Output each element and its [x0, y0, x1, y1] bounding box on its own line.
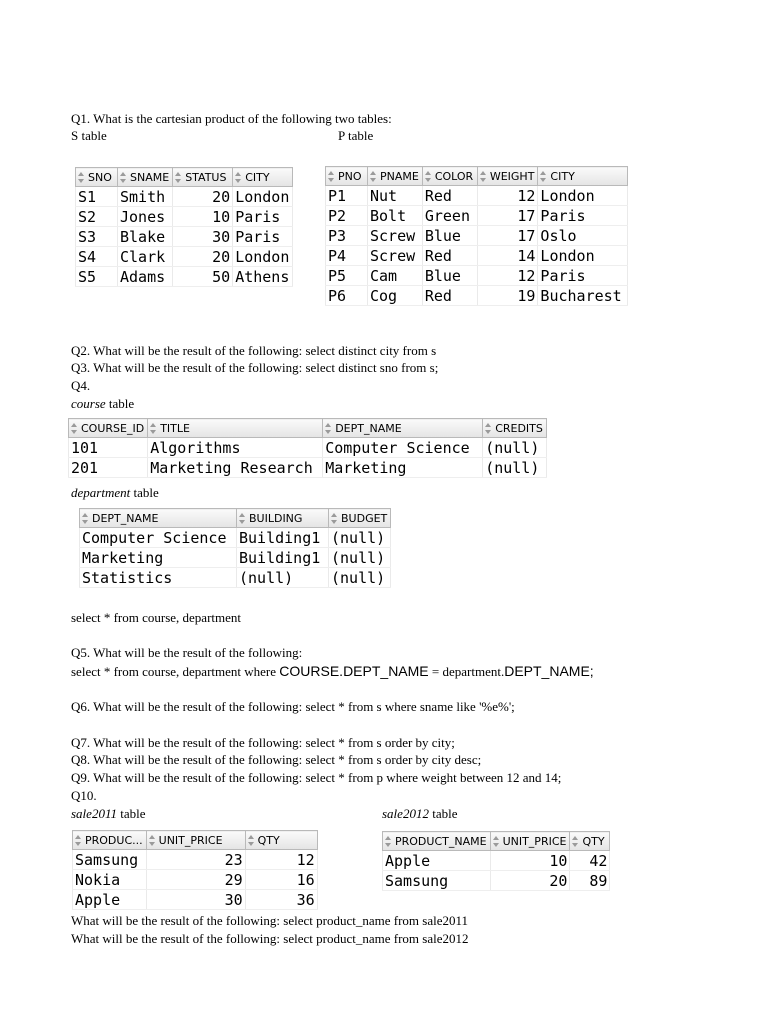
table-row	[69, 438, 547, 458]
s-table	[75, 167, 293, 287]
q5-query: select * from course, department where COURSE.DEPT_NAME = department.DEPT_NAME;	[71, 663, 594, 679]
sort-icon	[175, 172, 182, 183]
sort-icon	[82, 513, 89, 524]
column-header[interactable]: DEPT_NAME	[80, 509, 237, 528]
table-row	[80, 568, 391, 588]
cell: 20	[173, 247, 233, 267]
table-row	[76, 207, 293, 227]
column-header[interactable]: PRODUC...	[73, 831, 147, 850]
q1-text: Q1. What is the cartesian product of the following two tables:	[71, 111, 392, 126]
sort-icon	[480, 171, 487, 182]
cell: S3	[76, 227, 118, 247]
sort-icon	[75, 835, 82, 846]
sort-icon	[425, 171, 432, 182]
q2-text: Q2. What will be the result of the following: select distinct city from s	[71, 343, 437, 358]
cell: 19	[477, 286, 538, 306]
cell: 20	[490, 871, 570, 891]
q10-question-a: What will be the result of the following: select product_name from sale2011	[71, 913, 468, 928]
cell: 14	[477, 246, 538, 266]
table-row	[73, 890, 318, 910]
cell: Marketing	[323, 458, 483, 478]
cell: P5	[326, 266, 368, 286]
column-header[interactable]: SNO	[76, 168, 118, 187]
cell: Building1	[237, 548, 329, 568]
cell: 20	[173, 187, 233, 207]
p-table	[325, 166, 628, 306]
table-row	[76, 187, 293, 207]
cell: Marketing Research	[148, 458, 323, 478]
column-header[interactable]: PNAME	[368, 167, 423, 186]
cell: P2	[326, 206, 368, 226]
cell: Bucharest	[538, 286, 628, 306]
cell: Red	[422, 186, 477, 206]
cell: (null)	[329, 548, 391, 568]
cell: Statistics	[80, 568, 237, 588]
column-header[interactable]: QTY	[245, 831, 317, 850]
sort-icon	[485, 423, 492, 434]
cell: Samsung	[383, 871, 491, 891]
cell: 30	[173, 227, 233, 247]
select-course-department: select * from course, department	[71, 610, 242, 625]
sort-icon	[331, 513, 338, 524]
cell: (null)	[329, 528, 391, 548]
column-header[interactable]: CITY	[233, 168, 293, 187]
cell: Nokia	[73, 870, 147, 890]
column-header[interactable]: BUDGET	[329, 509, 391, 528]
cell: P1	[326, 186, 368, 206]
table-row	[76, 227, 293, 247]
cell: S4	[76, 247, 118, 267]
cell: Clark	[118, 247, 173, 267]
cell: S1	[76, 187, 118, 207]
column-header[interactable]: CREDITS	[483, 419, 547, 438]
column-header[interactable]: BUILDING	[237, 509, 329, 528]
sort-icon	[239, 513, 246, 524]
cell: Paris	[233, 227, 293, 247]
sale2011-table-label: sale2011 table	[71, 806, 146, 821]
p-table-label: P table	[338, 128, 374, 143]
cell: Screw	[368, 226, 423, 246]
column-header[interactable]: PRODUCT_NAME	[383, 832, 491, 851]
table-row	[73, 850, 318, 870]
cell: (null)	[329, 568, 391, 588]
s-table-label: S table	[71, 128, 107, 143]
sort-icon	[235, 172, 242, 183]
cell: Oslo	[538, 226, 628, 246]
cell: 30	[146, 890, 245, 910]
cell: Nut	[368, 186, 423, 206]
column-header[interactable]: PNO	[326, 167, 368, 186]
cell: P3	[326, 226, 368, 246]
cell: Jones	[118, 207, 173, 227]
cell: 12	[477, 186, 538, 206]
column-header[interactable]: WEIGHT	[477, 167, 538, 186]
sort-icon	[540, 171, 547, 182]
cell: Blue	[422, 266, 477, 286]
cell: 23	[146, 850, 245, 870]
cell: Computer Science	[323, 438, 483, 458]
q3-text: Q3. What will be the result of the following: select distinct sno from s;	[71, 360, 439, 375]
q5-text: Q5. What will be the result of the following:	[71, 645, 303, 660]
sale2011-table	[72, 830, 318, 910]
sale2012-table-label: sale2012 table	[382, 806, 458, 821]
q4-text: Q4.	[71, 378, 91, 393]
cell: S5	[76, 267, 118, 287]
course-table	[68, 418, 547, 478]
table-row	[326, 186, 628, 206]
cell: Apple	[73, 890, 147, 910]
table-row	[326, 206, 628, 226]
cell: Athens	[233, 267, 293, 287]
cell: Bolt	[368, 206, 423, 226]
cell: Green	[422, 206, 477, 226]
cell: P6	[326, 286, 368, 306]
table-row	[80, 548, 391, 568]
cell: Smith	[118, 187, 173, 207]
cell: P4	[326, 246, 368, 266]
sort-icon	[325, 423, 332, 434]
q6-text: Q6. What will be the result of the following: select * from s where sname like '%e%';	[71, 699, 515, 714]
column-header[interactable]: CITY	[538, 167, 628, 186]
table-row	[326, 246, 628, 266]
cell: Cam	[368, 266, 423, 286]
table-row	[326, 286, 628, 306]
cell: 17	[477, 226, 538, 246]
cell: 10	[490, 851, 570, 871]
cell: 201	[69, 458, 148, 478]
cell: Computer Science	[80, 528, 237, 548]
column-header[interactable]: STATUS	[173, 168, 233, 187]
q10-question-b: What will be the result of the following: select product_name from sale2012	[71, 931, 469, 946]
cell: 12	[477, 266, 538, 286]
cell: Samsung	[73, 850, 147, 870]
q10-text: Q10.	[71, 788, 97, 803]
table-row	[73, 870, 318, 890]
sort-icon	[493, 836, 500, 847]
cell: 50	[173, 267, 233, 287]
cell: (null)	[237, 568, 329, 588]
cell: 89	[570, 871, 610, 891]
cell: Paris	[538, 266, 628, 286]
cell: London	[538, 246, 628, 266]
sort-icon	[385, 836, 392, 847]
column-header[interactable]: COLOR	[422, 167, 477, 186]
table-row	[69, 458, 547, 478]
cell: Blue	[422, 226, 477, 246]
table-row	[383, 851, 610, 871]
cell: Paris	[233, 207, 293, 227]
cell: Building1	[237, 528, 329, 548]
cell: S2	[76, 207, 118, 227]
cell: Adams	[118, 267, 173, 287]
column-header[interactable]: COURSE_ID	[69, 419, 148, 438]
cell: 36	[245, 890, 317, 910]
table-row	[326, 226, 628, 246]
cell: Apple	[383, 851, 491, 871]
sort-icon	[150, 423, 157, 434]
department-table	[79, 508, 391, 588]
column-header[interactable]: DEPT_NAME	[323, 419, 483, 438]
cell: (null)	[483, 438, 547, 458]
table-row	[76, 267, 293, 287]
sort-icon	[120, 172, 127, 183]
sale2012-table	[382, 831, 610, 891]
table-row	[76, 247, 293, 267]
cell: Blake	[118, 227, 173, 247]
cell: 12	[245, 850, 317, 870]
cell: 42	[570, 851, 610, 871]
sort-icon	[328, 171, 335, 182]
sort-icon	[71, 423, 78, 434]
cell: Red	[422, 246, 477, 266]
table-row	[326, 266, 628, 286]
sort-icon	[248, 835, 255, 846]
department-table-label: department table	[71, 485, 159, 500]
cell: Red	[422, 286, 477, 306]
cell: London	[233, 247, 293, 267]
q7-text: Q7. What will be the result of the following: select * from s order by city;	[71, 735, 455, 750]
column-header[interactable]: SNAME	[118, 168, 173, 187]
table-row	[80, 528, 391, 548]
sort-icon	[572, 836, 579, 847]
cell: 16	[245, 870, 317, 890]
cell: (null)	[483, 458, 547, 478]
cell: Marketing	[80, 548, 237, 568]
cell: Cog	[368, 286, 423, 306]
sort-icon	[370, 171, 377, 182]
cell: Paris	[538, 206, 628, 226]
table-row	[383, 871, 610, 891]
cell: London	[233, 187, 293, 207]
cell: 101	[69, 438, 148, 458]
course-table-label: course table	[71, 396, 135, 411]
column-header[interactable]: UNIT_PRICE	[146, 831, 245, 850]
cell: 29	[146, 870, 245, 890]
q9-text: Q9. What will be the result of the following: select * from p where weight between 12 and 14;	[71, 770, 562, 785]
q8-text: Q8. What will be the result of the following: select * from s order by city desc;	[71, 752, 482, 767]
column-header[interactable]: QTY	[570, 832, 610, 851]
cell: London	[538, 186, 628, 206]
sort-icon	[78, 172, 85, 183]
column-header[interactable]: UNIT_PRICE	[490, 832, 570, 851]
cell: Algorithms	[148, 438, 323, 458]
column-header[interactable]: TITLE	[148, 419, 323, 438]
sort-icon	[149, 835, 156, 846]
cell: 17	[477, 206, 538, 226]
cell: 10	[173, 207, 233, 227]
cell: Screw	[368, 246, 423, 266]
